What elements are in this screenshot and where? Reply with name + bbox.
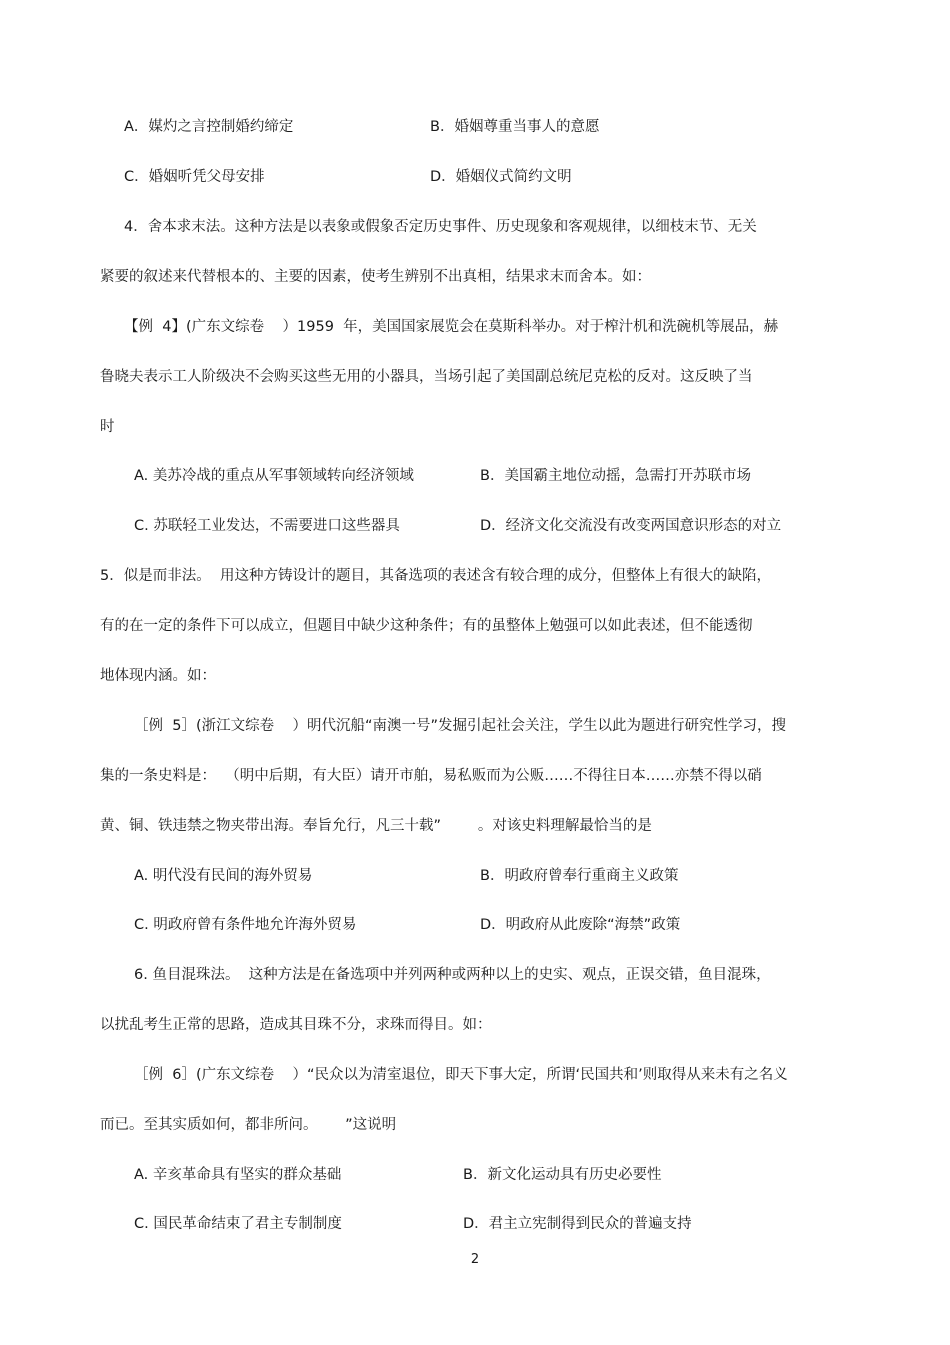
method6-line2: 以扰乱考生正常的思路，造成其目珠不分，求珠而得目。如： <box>100 1017 492 1033</box>
example6-option-a: A. 辛亥革命具有坚实的群众基础 <box>134 1167 342 1183</box>
method5-line3: 地体现内涵。如： <box>100 668 216 684</box>
example4-option-c: C. 苏联轻工业发达，不需要进口这些器具 <box>134 518 400 534</box>
method6-line1: 6. 鱼目混珠法。 这种方法是在备选项中并列两种或两种以上的史实、观点，正误交错，鱼目混珠， <box>134 967 771 983</box>
q3-option-d: D．婚姻仪式简约文明 <box>430 169 572 185</box>
example5-line1: ［例 5］(浙江文综卷 ）明代沉船“南澳一号”发掘引起社会关注，学生以此为题进行研究性学习，搜 <box>134 718 787 734</box>
method4-line2: 紧要的叙述来代替根本的、主要的因素，使考生辨别不出真相，结果求末而舍本。如： <box>100 269 651 285</box>
example4-line1: 【例 4】(广东文综卷 ）1959 年，美国国家展览会在莫斯科举办。对于榨汁机和洗碗机等展品，赫 <box>124 319 779 335</box>
example5-line3: 黄、铜、铁违禁之物夹带出海。奉旨允行，凡三十载” 。对该史料理解最恰当的是 <box>100 818 652 834</box>
q3-option-c: C．婚姻听凭父母安排 <box>124 169 265 185</box>
example4-option-a: A. 美苏冷战的重点从军事领域转向经济领域 <box>134 468 414 484</box>
example6-option-d: D．君主立宪制得到民众的普遍支持 <box>463 1216 692 1232</box>
example6-line1: ［例 6］(广东文综卷 ）“民众以为清室退位，即天下事大定，所谓‘民国共和’则取得从来未有之名义 <box>134 1067 788 1083</box>
q3-option-b: B．婚姻尊重当事人的意愿 <box>430 119 600 135</box>
example5-option-d: D．明政府从此废除“海禁”政策 <box>480 917 681 933</box>
example5-option-b: B．明政府曾奉行重商主义政策 <box>480 868 679 884</box>
example4-option-b: B．美国霸主地位动摇，急需打开苏联市场 <box>480 468 751 484</box>
example4-line2: 鲁晓夫表示工人阶级决不会购买这些无用的小器具，当场引起了美国副总统尼克松的反对。这反映了当 <box>100 369 753 385</box>
method5-line1: 5．似是而非法。 用这种方铸设计的题目，其备选项的表述含有较合理的成分，但整体上有很大的缺陷， <box>100 568 771 584</box>
example4-line3: 时 <box>100 419 115 435</box>
example4-option-d: D．经济文化交流没有改变两国意识形态的对立 <box>480 518 782 534</box>
method5-line2: 有的在一定的条件下可以成立，但题目中缺少这种条件；有的虽整体上勉强可以如此表述，但不能透彻 <box>100 618 753 634</box>
q3-option-a: A．媒灼之言控制婚约缔定 <box>124 119 294 135</box>
example6-option-c: C. 国民革命结束了君主专制制度 <box>134 1216 342 1232</box>
example5-option-a: A. 明代没有民间的海外贸易 <box>134 868 313 884</box>
example6-option-b: B．新文化运动具有历史必要性 <box>463 1167 662 1183</box>
example6-line2: 而已。至其实质如何，都非所问。 ”这说明 <box>100 1117 397 1133</box>
example5-line2: 集的一条史料是： （明中后期，有大臣）请开市舶，易私贩而为公贩……不得往日本……亦禁不得以硝 <box>100 768 762 784</box>
page-number: 2 <box>470 1252 480 1267</box>
example5-option-c: C. 明政府曾有条件地允许海外贸易 <box>134 917 357 933</box>
method4-line1: 4．舍本求末法。这种方法是以表象或假象否定历史事件、历史现象和客观规律，以细枝末节、无关 <box>124 219 757 235</box>
